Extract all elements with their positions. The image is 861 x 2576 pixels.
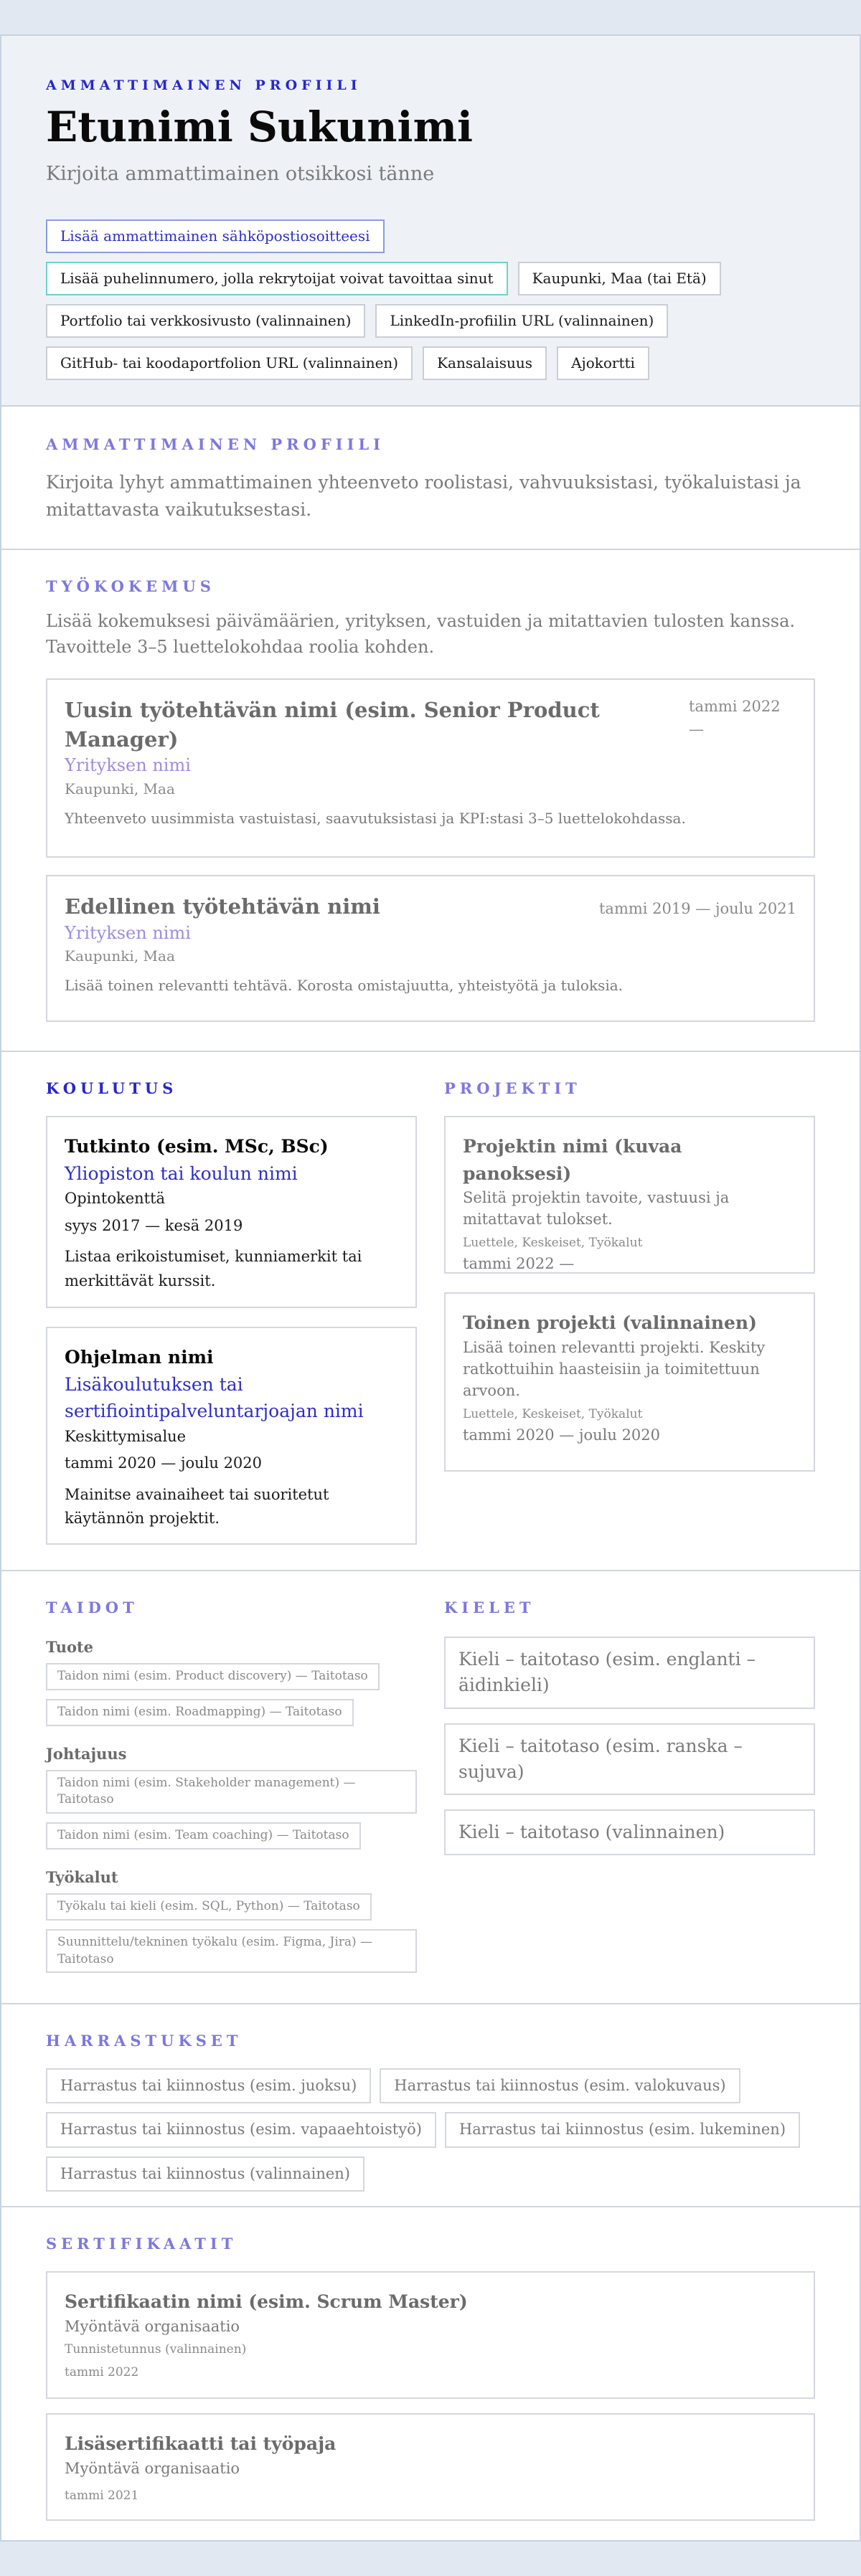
project-name[interactable]: Projektin nimi (kuvaa panoksesi) xyxy=(463,1136,682,1184)
education-field[interactable]: Keskittymisalue xyxy=(65,1427,187,1445)
language-item[interactable]: Kieli – taitotaso (valinnainen) xyxy=(444,1809,815,1855)
portfolio-field[interactable]: Portfolio tai verkkosivusto (valinnainen) xyxy=(46,304,365,338)
location-field[interactable]: Kaupunki, Maa (tai Etä) xyxy=(518,262,721,295)
languages-column xyxy=(444,1599,815,2003)
education-description[interactable]: Listaa erikoistumiset, kunniamerkit tai merkittävät kurssit. xyxy=(65,1248,362,1289)
job-summary[interactable]: Yhteenveto uusimmista vastuistasi, saavutuksistasi ja KPI:stasi 3–5 luettelokohdassa. xyxy=(65,809,686,827)
certifications-section xyxy=(1,2207,860,2521)
project-tags[interactable]: Luettele, Keskeiset, Työkalut xyxy=(463,1406,643,1421)
certification-card[interactable] xyxy=(46,2413,815,2521)
skills-column xyxy=(46,1599,417,2003)
skill-group-title: Tuote xyxy=(46,1638,94,1656)
project-card[interactable] xyxy=(444,1292,815,1472)
job-location[interactable]: Kaupunki, Maa xyxy=(65,947,175,965)
skill-group-title: Johtajuus xyxy=(46,1744,127,1763)
project-description[interactable]: Selitä projektin tavoite, vastuusi ja mitattavat tulokset. xyxy=(463,1189,730,1228)
license-field[interactable]: Ajokortti xyxy=(557,346,649,380)
email-field[interactable]: Lisää ammattimainen sähköpostiosoitteesi xyxy=(46,219,385,253)
education-dates[interactable]: syys 2017 — kesä 2019 xyxy=(65,1216,243,1234)
project-card[interactable] xyxy=(444,1116,815,1274)
certification-card[interactable] xyxy=(46,2271,815,2399)
experience-section xyxy=(1,550,860,1052)
linkedin-field[interactable]: LinkedIn-profiilin URL (valinnainen) xyxy=(375,304,668,338)
education-field[interactable]: Opintokenttä xyxy=(65,1190,166,1207)
certification-name[interactable]: Lisäsertifikaatti tai työpaja xyxy=(65,2433,337,2454)
languages-section-title: KIELET xyxy=(444,1599,535,1616)
hobby-chip[interactable]: Harrastus tai kiinnostus (esim. vapaaehtoistyö) xyxy=(46,2112,436,2147)
project-dates[interactable]: tammi 2020 — joulu 2020 xyxy=(463,1426,661,1444)
language-item[interactable]: Kieli – taitotaso (esim. ranska – sujuva) xyxy=(444,1723,815,1796)
projects-column xyxy=(444,1079,815,1570)
education-school[interactable]: Yliopiston tai koulun nimi xyxy=(65,1162,298,1184)
education-card[interactable] xyxy=(46,1327,417,1545)
projects-section-title: PROJEKTIT xyxy=(444,1079,581,1097)
profile-section-title: AMMATTIMAINEN PROFIILI xyxy=(46,435,385,453)
job-summary[interactable]: Lisää toinen relevantti tehtävä. Korosta omistajuutta, yhteistyötä ja tuloksia. xyxy=(65,977,624,995)
experience-intro: Lisää kokemuksesi päivämäärien, yrityksen, vastuiden ja mitattavien tulosten kanssa. Tavoittele 3–5 luettelokohdaa roolia kohden. xyxy=(46,611,796,657)
job-card[interactable] xyxy=(46,875,815,1022)
skill-chip[interactable]: Suunnittelu/tekninen työkalu (esim. Figma, Jira) — Taitotaso xyxy=(46,1929,417,1974)
job-card[interactable] xyxy=(46,678,815,858)
job-company[interactable]: Yrityksen nimi xyxy=(65,755,191,776)
education-degree[interactable]: Tutkinto (esim. MSc, BSc) xyxy=(65,1136,329,1157)
profile-summary[interactable]: Kirjoita lyhyt ammattimainen yhteenveto roolistasi, vahvuuksistasi, työkaluistasi ja mitattavasta vaikutuksestasi. xyxy=(46,472,801,520)
certifications-section-title: SERTIFIKAATIT xyxy=(46,2235,237,2253)
job-dates[interactable]: tammi 2019 — joulu 2021 xyxy=(598,900,796,917)
project-dates[interactable]: tammi 2022 — xyxy=(463,1255,575,1273)
certification-name[interactable]: Sertifikaatin nimi (esim. Scrum Master) xyxy=(65,2291,468,2312)
certification-date[interactable]: tammi 2021 xyxy=(65,2489,139,2503)
profile-section xyxy=(1,407,860,550)
nationality-field[interactable]: Kansalaisuus xyxy=(423,346,547,380)
certification-org[interactable]: Myöntävä organisaatio xyxy=(65,2317,240,2335)
skill-group-title: Työkalut xyxy=(46,1867,118,1886)
hobby-chip[interactable]: Harrastus tai kiinnostus (valinnainen) xyxy=(46,2156,364,2192)
certification-org[interactable]: Myöntävä organisaatio xyxy=(65,2459,240,2477)
education-school[interactable]: Lisäkoulutuksen tai sertifiointipalveluntarjoajan nimi xyxy=(65,1373,364,1421)
hobbies-section xyxy=(1,2004,860,2207)
experience-section-title: TYÖKOKEMUS xyxy=(46,577,215,595)
job-title[interactable]: Edellinen työtehtävän nimi xyxy=(65,894,380,919)
resume-page xyxy=(0,34,861,2542)
education-dates[interactable]: tammi 2020 — joulu 2020 xyxy=(65,1454,263,1472)
certification-id[interactable]: Tunnistetunnus (valinnainen) xyxy=(65,2342,247,2357)
skill-chip[interactable]: Taidon nimi (esim. Stakeholder management) — Taitotaso xyxy=(46,1770,417,1814)
skill-chip[interactable]: Taidon nimi (esim. Roadmapping) — Taitotaso xyxy=(46,1699,354,1726)
hobby-chip[interactable]: Harrastus tai kiinnostus (esim. lukeminen) xyxy=(445,2112,800,2147)
professional-headline[interactable]: Kirjoita ammattimainen otsikkosi tänne xyxy=(46,162,435,185)
skills-section-title: TAIDOT xyxy=(46,1599,138,1616)
hobbies-section-title: HARRASTUKSET xyxy=(46,2032,243,2050)
language-item[interactable]: Kieli – taitotaso (esim. englanti – äidinkieli) xyxy=(444,1637,815,1709)
job-location[interactable]: Kaupunki, Maa xyxy=(65,780,175,797)
skills-languages-section xyxy=(1,1571,860,2004)
hobby-chip[interactable]: Harrastus tai kiinnostus (esim. juoksu) xyxy=(46,2068,371,2103)
education-card[interactable] xyxy=(46,1116,417,1308)
project-name[interactable]: Toinen projekti (valinnainen) xyxy=(463,1312,757,1333)
full-name[interactable]: Etunimi Sukunimi xyxy=(46,103,473,151)
skill-chip[interactable]: Taidon nimi (esim. Team coaching) — Taitotaso xyxy=(46,1822,361,1850)
project-tags[interactable]: Luettele, Keskeiset, Työkalut xyxy=(463,1235,643,1250)
education-column xyxy=(46,1079,417,1570)
phone-field[interactable]: Lisää puhelinnumero, jolla rekrytoijat voivat tavoittaa sinut xyxy=(46,262,508,295)
project-description[interactable]: Lisää toinen relevantti projekti. Keskity ratkottuihin haasteisiin ja toimitettuun arvoon. xyxy=(463,1338,766,1400)
education-degree[interactable]: Ohjelman nimi xyxy=(65,1347,214,1368)
resume-header xyxy=(1,36,860,407)
skill-chip[interactable]: Työkalu tai kieli (esim. SQL, Python) — Taitotaso xyxy=(46,1893,372,1921)
certification-date[interactable]: tammi 2022 xyxy=(65,2365,139,2380)
github-field[interactable]: GitHub- tai koodaportfolion URL (valinnainen) xyxy=(46,346,413,380)
hobby-chip[interactable]: Harrastus tai kiinnostus (esim. valokuvaus) xyxy=(380,2068,740,2103)
job-company[interactable]: Yrityksen nimi xyxy=(65,922,191,943)
header-eyebrow: AMMATTIMAINEN PROFIILI xyxy=(46,77,362,93)
job-dates[interactable]: tammi 2022 — xyxy=(689,698,781,738)
skill-chip[interactable]: Taidon nimi (esim. Product discovery) — Taitotaso xyxy=(46,1663,380,1690)
education-projects-section xyxy=(1,1052,860,1571)
education-section-title: KOULUTUS xyxy=(46,1079,178,1097)
job-title[interactable]: Uusin työtehtävän nimi (esim. Senior Product Manager) xyxy=(65,698,600,752)
education-description[interactable]: Mainitse avainaiheet tai suoritetut käytännön projektit. xyxy=(65,1485,329,1528)
